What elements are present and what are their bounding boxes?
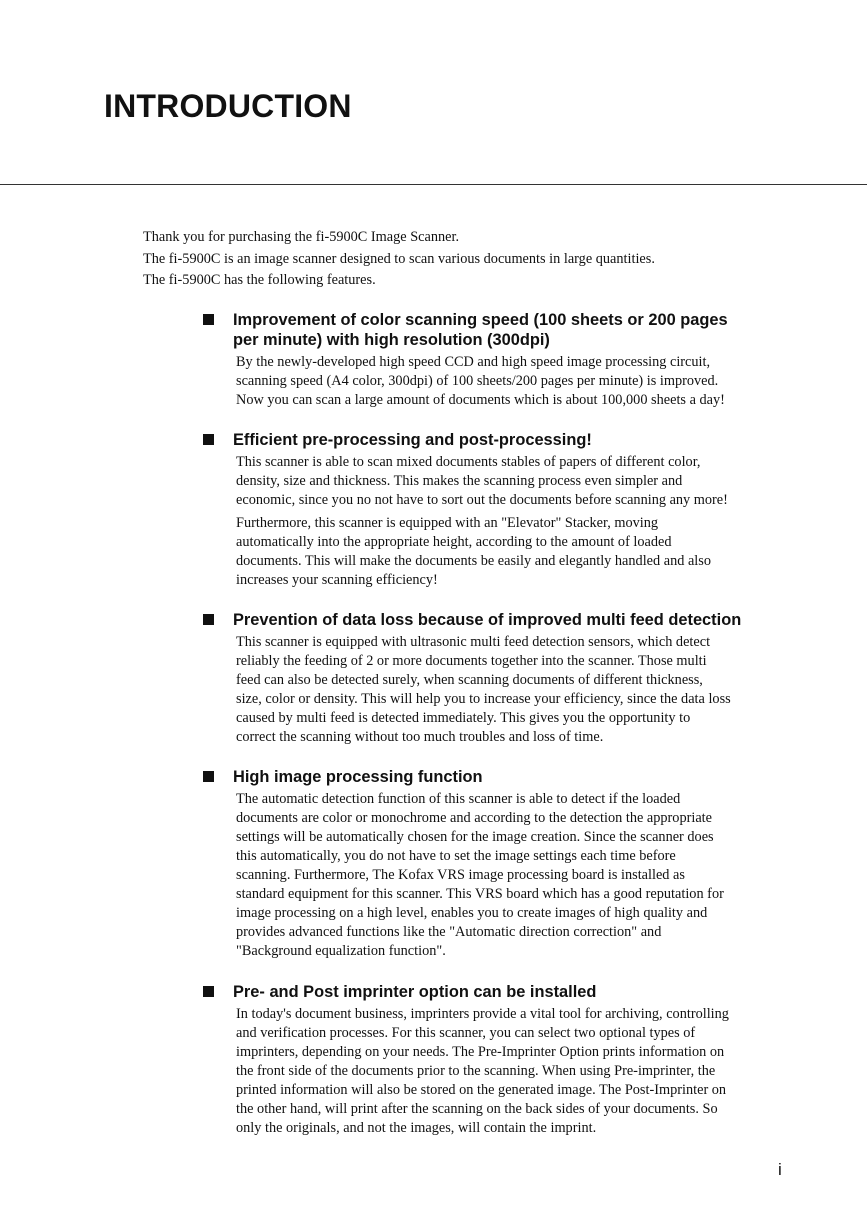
feature-pre-post-processing — [203, 430, 793, 594]
feature-paragraph: The automatic detection function of this scanner is able to detect if the loaded documents are color or monochrome and according to the detection the appropriate settings will be automatically chosen for the image creation. Since the scanner does this automatically, you do not have to set the image settings each time before scanning. Furthermore, The Kofax VRS image processing board is installed as standard equipment for this scanner. This VRS board which has a good reputation for image processing on a high level, enables you to create images of high quality and provides advanced functions like the "Automatic direction correction" and "Background equalization function". — [236, 791, 724, 959]
square-bullet-icon — [203, 771, 214, 782]
feature-imprinter-option — [203, 982, 793, 1142]
feature-image-processing — [203, 767, 793, 965]
feature-multi-feed-detection — [203, 610, 793, 751]
intro-line: The fi-5900C has the following features. — [143, 272, 376, 288]
feature-heading: Prevention of data loss because of improved multi feed detection — [233, 611, 742, 629]
intro-line: The fi-5900C is an image scanner designed to scan various documents in large quantities. — [143, 250, 655, 267]
intro-line: Thank you for purchasing the fi-5900C Image Scanner. — [143, 229, 460, 245]
square-bullet-icon — [203, 434, 214, 445]
feature-paragraph: This scanner is equipped with ultrasonic multi feed detection sensors, which detect reliably the feeding of 2 or more documents together into the scanner. Those multi feed can also be detected surely, when scanning documents of different thickness, size, color or density. This will help you to increase your efficiency, since the data loss caused by multi feed is detected immediately. This gives you the opportunity to correct the scanning without too much troubles and loss of time. — [236, 634, 731, 745]
square-bullet-icon — [203, 314, 214, 325]
page-title: INTRODUCTION — [104, 88, 352, 124]
square-bullet-icon — [203, 986, 214, 997]
feature-paragraph: Furthermore, this scanner is equipped with an "Elevator" Stacker, moving automatically into the appropriate height, according to the amount of loaded documents. This will make the documents be easily and elegantly handled and also increases your scanning efficiency! — [236, 515, 711, 588]
page-number: i — [778, 1160, 782, 1179]
feature-heading: High image processing function — [233, 768, 483, 786]
feature-heading: Improvement of color scanning speed (100 sheets or 200 pages per minute) with high resolution (300dpi) — [233, 311, 728, 349]
feature-heading: Efficient pre-processing and post-processing! — [233, 431, 592, 449]
feature-paragraph: In today's document business, imprinters provide a vital tool for archiving, controlling and verification processes. For this scanner, you can select two optional types of imprinters, depending on your needs. The Pre-Imprinter Option prints information on the front side of the documents prior to the scanning. When using Pre-imprinter, the printed information will also be stored on the generated image. The Post-Imprinter on the other hand, will print after the scanning on the back sides of your documents. So only the originals, and not the images, will contain the imprint. — [236, 1006, 729, 1136]
feature-color-scanning-speed — [203, 310, 793, 414]
feature-paragraph: This scanner is able to scan mixed documents stables of papers of different color, density, size and thickness. This makes the scanning process even simpler and economic, since you no not have to sort out the documents before scanning any more! — [236, 454, 728, 508]
feature-heading: Pre- and Post imprinter option can be installed — [233, 983, 597, 1001]
square-bullet-icon — [203, 614, 214, 625]
feature-paragraph: By the newly-developed high speed CCD and high speed image processing circuit, scanning speed (A4 color, 300dpi) of 100 sheets/200 pages per minute) is improved. Now you can scan a large amount of documents which is about 100,000 sheets a day! — [236, 354, 725, 408]
title-divider — [0, 184, 867, 185]
intro-text — [143, 227, 823, 292]
